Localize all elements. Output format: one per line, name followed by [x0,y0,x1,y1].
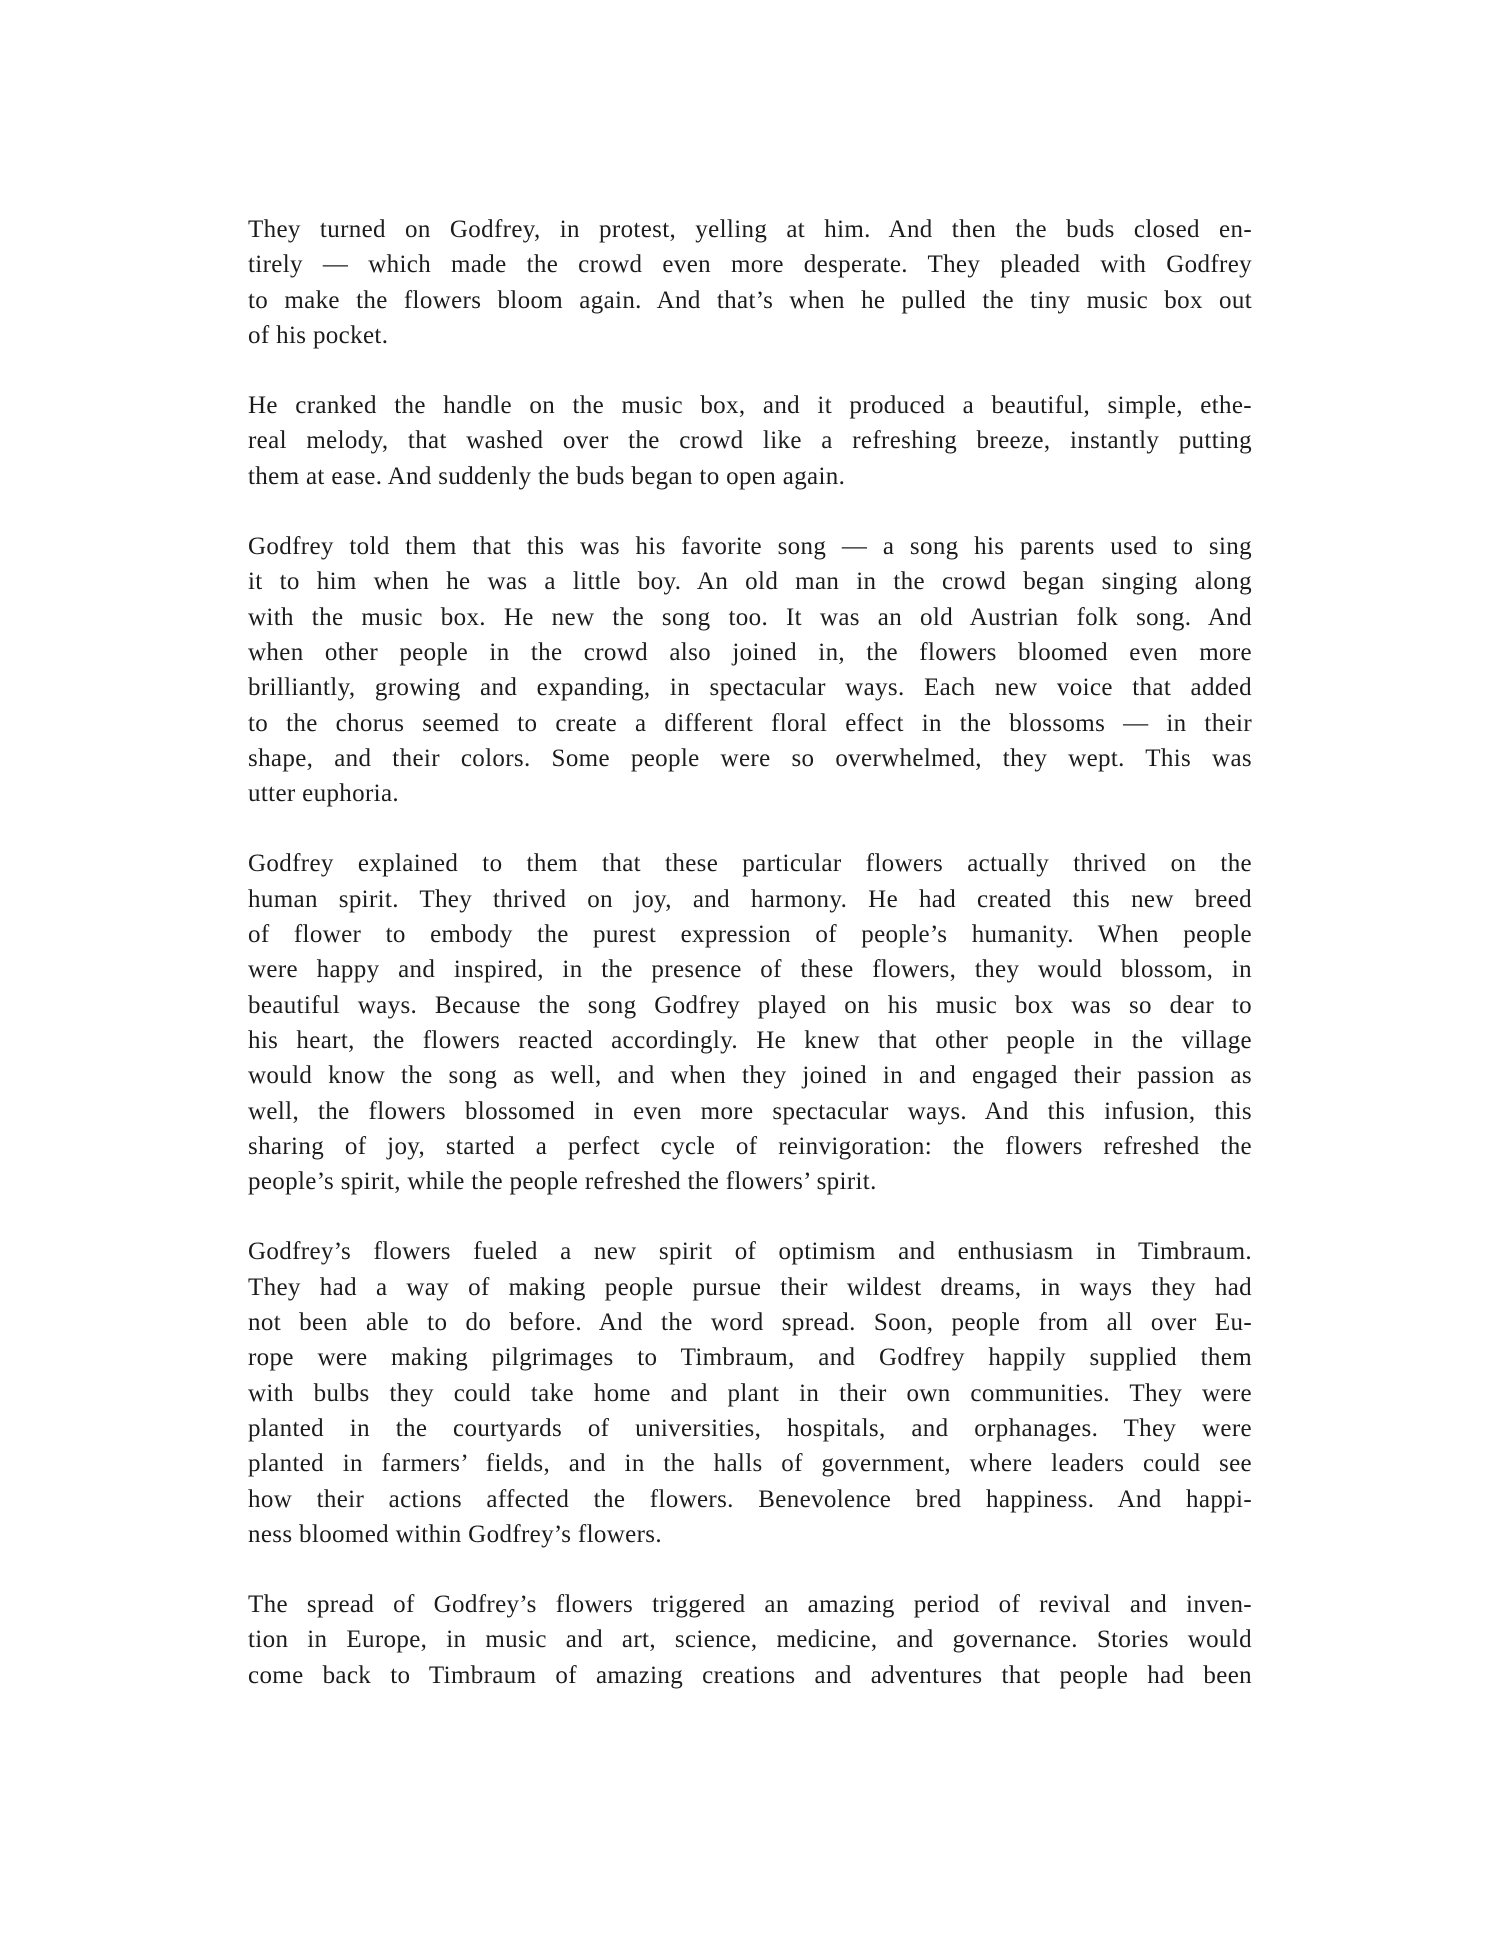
paragraph [248,529,1252,811]
text-line: to the chorus seemed to create a different floral effect in the blossoms — in their [248,709,1252,737]
text-line: brilliantly, growing and expanding, in spectacular ways. Each new voice that added [248,674,1252,702]
text-line: not been able to do before. And the word spread. Soon, people from all over Eu- [248,1309,1252,1337]
text-line: when other people in the crowd also joined in, the flowers bloomed even more [248,638,1252,666]
text-line: with the music box. He new the song too. It was an old Austrian folk song. And [248,603,1252,631]
text-line: well, the flowers blossomed in even more spectacular ways. And this infusion, this [248,1097,1252,1125]
text-line: it to him when he was a little boy. An old man in the crowd began singing along [248,568,1252,596]
text-line: Godfrey’s flowers fueled a new spirit of optimism and enthusiasm in Timbraum. [248,1238,1252,1266]
paragraph [248,1587,1252,1693]
body-text [248,212,1252,1728]
text-line: ness bloomed within Godfrey’s flowers. [248,1520,662,1548]
text-line: with bulbs they could take home and plant in their own communities. They were [248,1379,1252,1407]
text-line: come back to Timbraum of amazing creations and adventures that people had been [248,1661,1252,1689]
text-line: tirely — which made the crowd even more desperate. They pleaded with Godfrey [248,251,1252,279]
text-line: planted in farmers’ fields, and in the halls of government, where leaders could see [248,1450,1252,1478]
text-line: Godfrey told them that this was his favorite song — a song his parents used to sing [248,533,1252,561]
text-line: of his pocket. [248,321,389,349]
text-line: utter euphoria. [248,780,400,808]
text-line: them at ease. And suddenly the buds began to open again. [248,462,846,490]
text-line: would know the song as well, and when they joined in and engaged their passion as [248,1062,1252,1090]
text-line: Godfrey explained to them that these particular flowers actually thrived on the [248,850,1252,878]
text-line: He cranked the handle on the music box, and it produced a beautiful, simple, ethe- [248,392,1252,420]
text-line: sharing of joy, started a perfect cycle of reinvigoration: the flowers refreshed the [248,1132,1252,1160]
text-line: human spirit. They thrived on joy, and harmony. He had created this new breed [248,885,1252,913]
paragraph [248,1234,1252,1552]
text-line: his heart, the flowers reacted accordingly. He knew that other people in the village [248,1026,1252,1054]
text-line: shape, and their colors. Some people were so overwhelmed, they wept. This was [248,744,1252,772]
text-line: beautiful ways. Because the song Godfrey played on his music box was so dear to [248,991,1252,1019]
text-line: They had a way of making people pursue their wildest dreams, in ways they had [248,1273,1252,1301]
text-line: planted in the courtyards of universities, hospitals, and orphanages. They were [248,1414,1252,1442]
text-line: tion in Europe, in music and art, science, medicine, and governance. Stories would [248,1626,1252,1654]
paragraph [248,846,1252,1199]
text-line: They turned on Godfrey, in protest, yelling at him. And then the buds closed en- [248,216,1252,243]
text-line: of flower to embody the purest expression of people’s humanity. When people [248,921,1252,949]
text-line: The spread of Godfrey’s flowers triggered an amazing period of revival and inven- [248,1591,1252,1619]
paragraph [248,388,1252,494]
text-line: real melody, that washed over the crowd like a refreshing breeze, instantly putting [248,427,1252,455]
text-line: to make the flowers bloom again. And that’s when he pulled the tiny music box out [248,286,1252,314]
text-line: how their actions affected the flowers. Benevolence bred happiness. And happi- [248,1485,1252,1513]
text-line: people’s spirit, while the people refreshed the flowers’ spirit. [248,1168,877,1196]
paragraph [248,212,1252,353]
text-line: rope were making pilgrimages to Timbraum, and Godfrey happily supplied them [248,1344,1252,1372]
text-line: were happy and inspired, in the presence of these flowers, they would blossom, in [248,956,1252,984]
